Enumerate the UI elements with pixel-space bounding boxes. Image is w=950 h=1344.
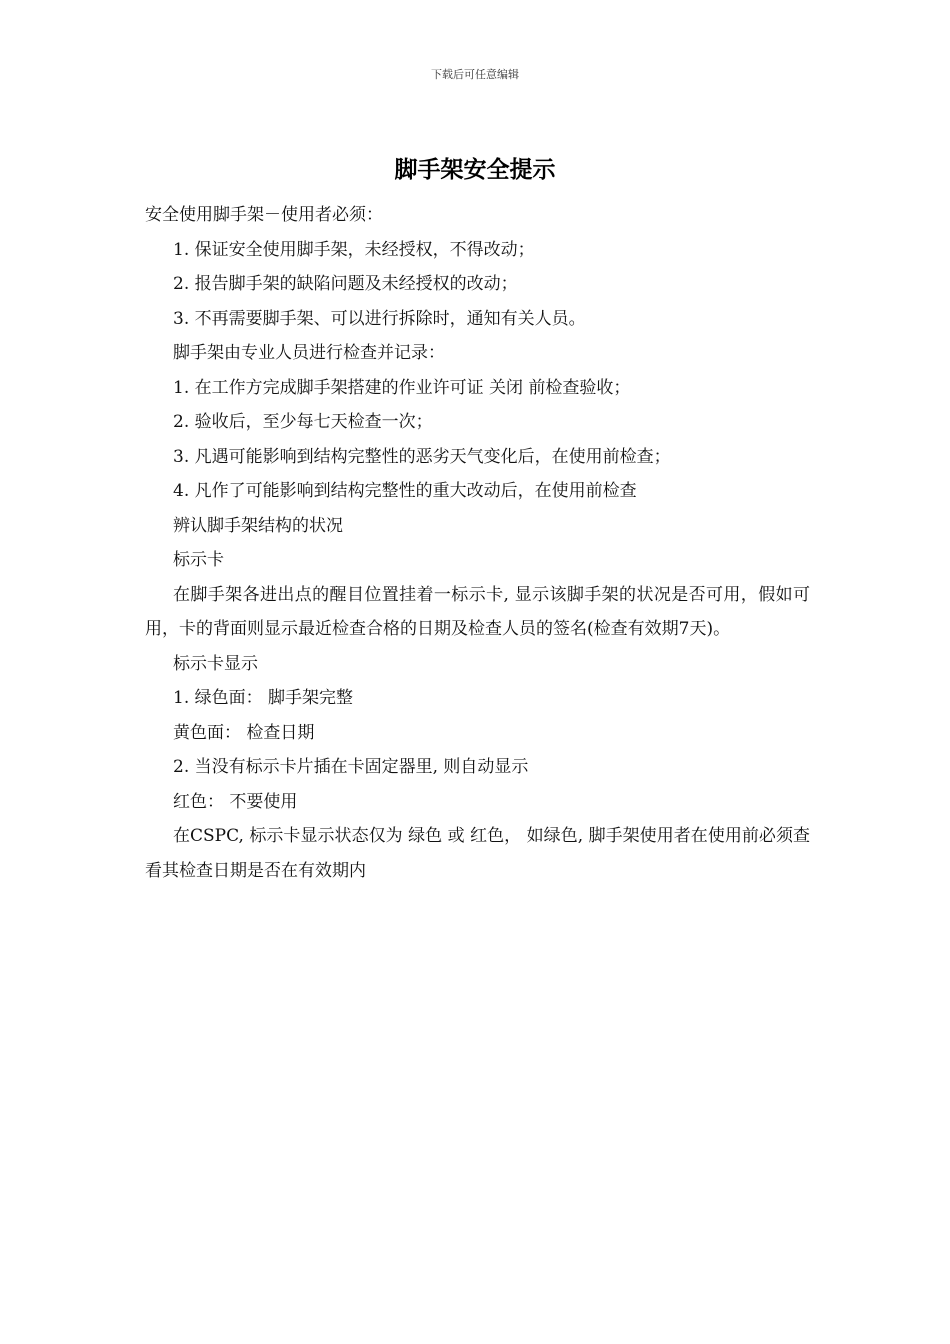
user-rule-3: 3. 不再需要脚手架、可以进行拆除时，通知有关人员。 — [173, 308, 586, 329]
document-title: 脚手架安全提示 — [394, 157, 556, 183]
closing-paragraph: 在CSPC, 标示卡显示状态仅为 绿色 或 红色， 如绿色, 脚手架使用者在使用前必须查看其检查日期是否在有效期内 — [145, 826, 810, 881]
user-rule-2: 2. 报告脚手架的缺陷问题及未经授权的改动； — [173, 274, 518, 294]
card-display-item-1: 1. 绿色面： 脚手架完整 — [173, 688, 354, 708]
card-paragraph: 在脚手架各进出点的醒目位置挂着一标示卡, 显示该脚手架的状况是否可用，假如可用，卡的背面则显示最近检查合格的日期及检查人员的签名(检查有效期7天)。 — [145, 584, 810, 639]
intro-line: 安全使用脚手架－使用者必须： — [145, 205, 383, 225]
card-display-heading: 标示卡显示 — [173, 653, 258, 674]
inspection-heading: 脚手架由专业人员进行检查并记录： — [173, 343, 445, 363]
inspection-rule-4: 4. 凡作了可能影响到结构完整性的重大改动后，在使用前检查 — [173, 481, 637, 501]
inspection-rule-1: 1. 在工作方完成脚手架搭建的作业许可证 关闭 前检查验收； — [173, 377, 631, 398]
card-display-item-4: 红色： 不要使用 — [173, 791, 298, 812]
header-note: 下载后可任意编辑 — [431, 68, 519, 81]
card-display-item-3: 2. 当没有标示卡片插在卡固定器里, 则自动显示 — [173, 757, 529, 777]
user-rule-1: 1. 保证安全使用脚手架，未经授权，不得改动； — [173, 239, 535, 260]
inspection-rule-2: 2. 验收后，至少每七天检查一次； — [173, 412, 433, 432]
card-display-item-2: 黄色面： 检查日期 — [173, 722, 315, 743]
document-body — [145, 198, 810, 888]
inspection-rule-3: 3. 凡遇可能影响到结构完整性的恶劣天气变化后，在使用前检查； — [173, 446, 671, 467]
identify-heading: 辨认脚手架结构的状况 — [173, 515, 343, 536]
card-heading: 标示卡 — [173, 550, 224, 570]
